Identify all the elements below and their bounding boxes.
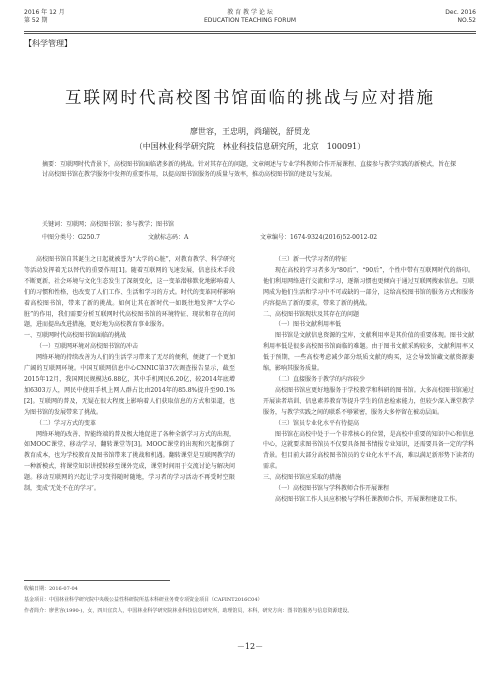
- paragraph: 图书馆在高校中处于一个非常核心的位置，是高校中重要的知识中心和信息中心，这就要求图书馆员不仅要具备图书情报专业知识，还需要具备一定的学科背景。但目前大部分高校图书馆员的专业化水平不高，难以满足新形势下读者的需求。: [263, 430, 474, 471]
- journal-name: 教 育 教 学 论 坛: [227, 9, 273, 16]
- authors: 廖世容，王忠明，尚瑞锐，舒贸龙: [190, 127, 310, 136]
- abstract: 摘要：互联网时代背景下，高校图书馆面临诸多新的挑战。针对其存在的问题，文章阐述与专业学科教师合作开展课程、直接参与教学实践的新模式，旨在探讨高校图书馆在教学服务中发挥的重要作用，以提高图书馆服务的质量与效率，推动高校图书馆的建设与发展。: [42, 161, 457, 178]
- subsection-heading: （三）新一代学习者的特征: [275, 256, 348, 263]
- section-heading: 三、高校图书馆应采取的措施: [263, 474, 342, 482]
- document-code: 文献标志码：A: [148, 234, 189, 241]
- paragraph: 高校图书馆工作人员应积极与学科任课教师合作，开展课程建设工作。: [275, 495, 462, 503]
- footnote-bio: 作者简介：廖世容(1990-)，女，四川宜宾人，中国林业科学研究院林业科技信息研究所，助理馆员，本科，研究方向：图书馆服务与信息资源建设。: [24, 608, 353, 614]
- header-date: 2016 年 12 月: [24, 9, 65, 16]
- affiliation: （中国林业科学研究院 林业科技信息研究所，北京 100091）: [134, 142, 366, 151]
- paragraph: 网络环境的持续改善为人们的生活学习带来了无尽的便利，便捷了一个更加广阔的互联网环境。中国互联网信息中心CNNIC第37次调查报告显示，截至2015年12月，我国网民规模达6.88亿，其中手机网民6.20亿，较2014年底增加6303万人，网民中使用手机上网人群占比由2014年的85.8%提升至90.1%[2]。互联网的普及，无疑在很大程度上影响着人们获取信息的方式和渠道，也为图书馆的发展带来了挑战。: [24, 354, 235, 416]
- subsection-heading: （二）直接服务于教学的内容较少: [275, 375, 366, 383]
- footnote-fund: 基金项目：中国林业科学研究院中央级公益性科研院所基本科研业务费专项资金项目（CAFINT2016C04）: [24, 597, 263, 603]
- footnote-rule: [24, 580, 170, 581]
- subsection-heading: （一）高校图书馆与学科教师合作开展课程: [275, 485, 390, 493]
- header-rule-thin: [24, 33, 476, 34]
- header-right: [445, 9, 476, 25]
- header-issue-en: NO.52: [457, 17, 476, 24]
- section-tag: 【科学管理】: [24, 39, 72, 48]
- paragraph: 高校图书馆应更好地服务于学校教学和科研的图书馆。大多高校图书馆通过开展读者培训、信息素养教育等提升学生的信息检索能力，但较少深入课堂教学服务，与教学实践之间的联系不够紧密，服务大多停留在被动层面。: [263, 386, 474, 416]
- clc-number: 中图分类号：G250.7: [42, 234, 100, 241]
- right-column: [263, 255, 474, 506]
- keywords: 关键词：互联网；高校图书馆；参与教学；图书馆: [42, 221, 175, 228]
- header-date-en: Dec. 2016: [445, 9, 476, 16]
- paragraph: 网络环境的改善、智能终端的普及极大地促进了各种全新学习方式的出现，如MOOC课堂、移动学习、翻转课堂等[3]。MOOC课堂的出现和兴起推倒了教育成本，也为学校教育及图书馆带来了挑战和机遇。翻转课堂是互联网教学的一种新模式，将课堂知识讲授转移至课外完成，课堂时间用于交流讨论与解决问题。移动互联网的兴起让学习变得随时随地，学习者的学习活动不再受时空限制，变成‘无处不在的学习’。: [24, 430, 235, 493]
- subsection-heading: （一）互联网环境对高校图书馆的冲击: [36, 343, 139, 351]
- header-issue: 第 52 期: [24, 17, 48, 24]
- paragraph: 高校图书馆自其诞生之日起就被誉为“大学的心脏”，对教育教学、科学研究等活动发挥着无以替代的重要作用[1]。随着互联网的飞速发展，信息技术手段不断更新，社会环境与文化生态发生了深刻变化，这一变革潜移默化地影响着人们的习惯和性格，也改变了人们工作、生活和学习的方式。时代的变革同样影响着高校图书馆，带来了新的挑战。如何让其在新时代一如既往地发挥“大学心脏”的作用，我们需要分析互联网时代高校图书馆的环境特征、现状和存在的问题，进而提出改进措施，更好地为高校教育事业服务。: [24, 256, 235, 329]
- header-center: [24, 9, 476, 25]
- subsection-heading: （二）学习方式的变革: [36, 419, 97, 427]
- paragraph: 图书馆是文献信息资源的宝库，文献利用率是其价值的重要体现。图书文献利用率低是很多高校图书馆面临的难题。由于图书文献采购较多，文献利用率又低于预期，一些高校考虑减少部分纸质文献的购买，这会导致馆藏文献资源萎缩，影响其服务质量。: [263, 332, 474, 373]
- header-rule: [24, 31, 476, 32]
- footnote-received: 收稿日期：2016-07-04: [24, 586, 78, 592]
- article-number: 文章编号：1674-9324(2016)52-0012-02: [260, 234, 378, 241]
- section-heading: 一、互联网时代高校图书馆面临的挑战: [24, 332, 127, 340]
- journal-name-en: EDUCATION TEACHING FORUM: [203, 17, 297, 24]
- left-column: [24, 255, 235, 495]
- section-heading: 二、高校图书馆现状及其存在的问题: [263, 310, 360, 318]
- running-header: [24, 9, 476, 33]
- paragraph: 现在高校的学习者多为“80后”、“90后”，个性中带有互联网时代的烙印。他们利用网络进行交流和学习，逐渐习惯也更倾向于通过互联网搜索信息。互联网成为他们生活和学习中不可或缺的一部分，这给高校图书馆的服务方式和服务内容提出了新的要求，带来了新的挑战。: [263, 266, 474, 307]
- page-number: －12－: [236, 642, 264, 651]
- subsection-heading: （一）图书文献利用率低: [275, 321, 342, 329]
- article-title: 互联网时代高校图书馆面临的挑战与应对措施: [65, 88, 435, 107]
- subsection-heading: （三）馆员专业化水平有待提高: [275, 419, 360, 427]
